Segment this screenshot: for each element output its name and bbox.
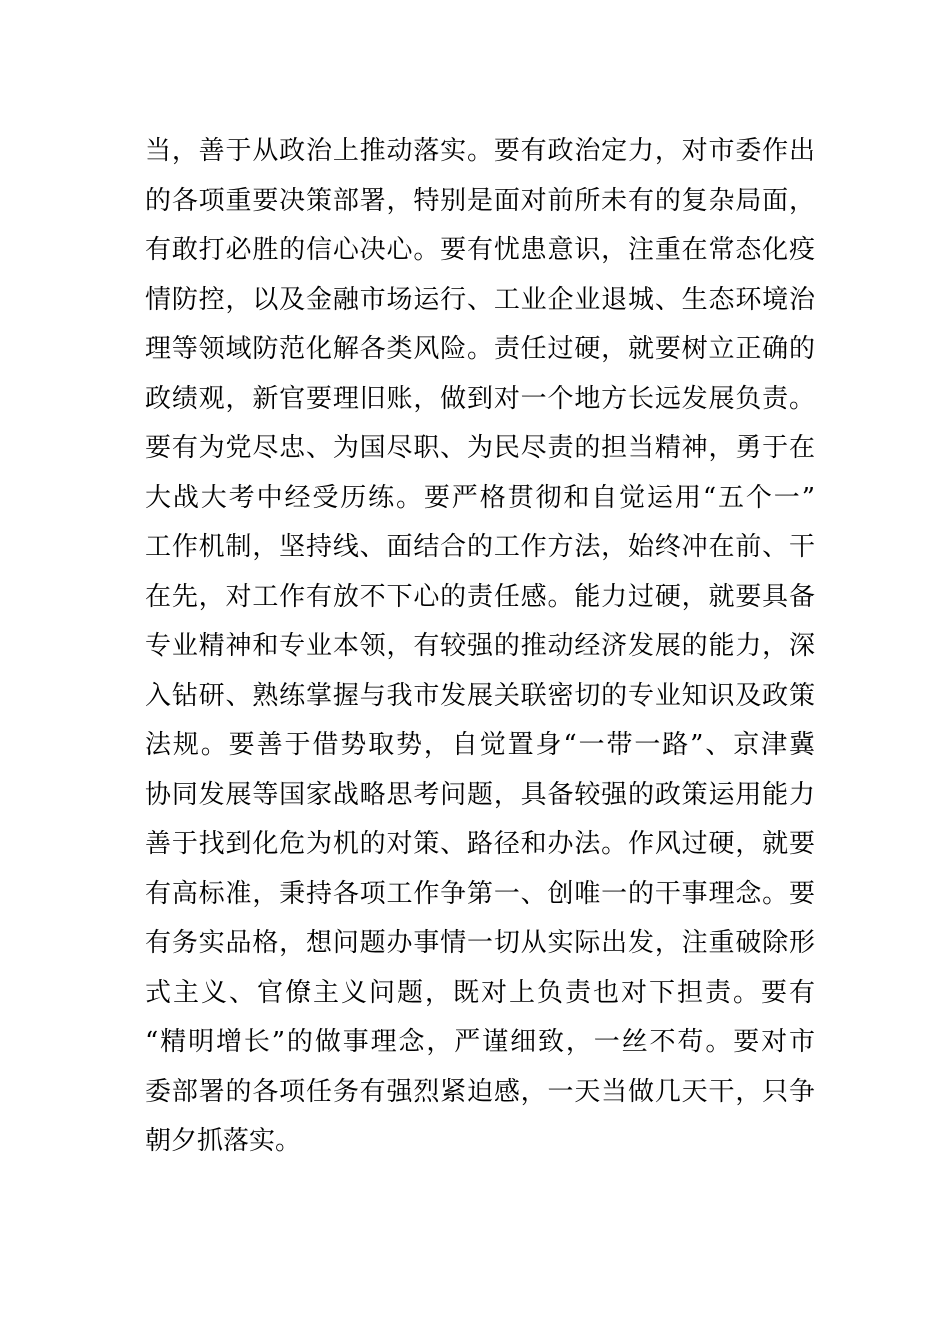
text-line: 工作机制，坚持线、面结合的工作方法，始终冲在前、干 <box>145 532 815 562</box>
text-line: 朝夕抓落实。 <box>145 1126 302 1156</box>
text-line: 有敢打必胜的信心决心。要有忧患意识，注重在常态化疫 <box>145 235 815 265</box>
text-line: 政绩观，新官要理旧账，做到对一个地方长远发展负责。 <box>145 383 815 414</box>
text-line: 当，善于从政治上推动落实。要有政治定力，对市委作出 <box>145 136 815 166</box>
text-line: 入钻研、熟练掌握与我市发展关联密切的专业知识及政策 <box>145 680 815 711</box>
text-line: 要有为党尽忠、为国尽职、为民尽责的担当精神，勇于在 <box>145 433 815 463</box>
text-line: 情防控，以及金融市场运行、工业企业退城、生态环境治 <box>145 284 815 315</box>
text-line: 理等领域防范化解各类风险。责任过硬，就要树立正确的 <box>145 334 815 364</box>
text-line: 法规。要善于借势取势，自觉置身“一带一路”、京津冀 <box>145 730 815 760</box>
text-line: “精明增长”的做事理念，严谨细致，一丝不苟。要对市 <box>145 1027 815 1057</box>
text-line: 的各项重要决策部署，特别是面对前所未有的复杂局面， <box>145 185 815 216</box>
text-line: 有高标准，秉持各项工作争第一、创唯一的干事理念。要 <box>145 878 815 909</box>
text-line: 专业精神和专业本领，有较强的推动经济发展的能力，深 <box>145 631 815 661</box>
text-line: 有务实品格，想问题办事情一切从实际出发，注重破除形 <box>145 928 815 958</box>
body-text <box>145 127 815 1167</box>
text-line: 协同发展等国家战略思考问题，具备较强的政策运用能力 <box>145 779 815 810</box>
text-line: 善于找到化危为机的对策、路径和办法。作风过硬，就要 <box>145 829 815 859</box>
text-line: 大战大考中经受历练。要严格贯彻和自觉运用“五个一” <box>145 482 815 513</box>
text-line: 在先，对工作有放不下心的责任感。能力过硬，就要具备 <box>145 581 815 612</box>
text-line: 委部署的各项任务有强烈紧迫感，一天当做几天干，只争 <box>145 1076 815 1107</box>
text-line: 式主义、官僚主义问题，既对上负责也对下担责。要有 <box>145 977 815 1008</box>
